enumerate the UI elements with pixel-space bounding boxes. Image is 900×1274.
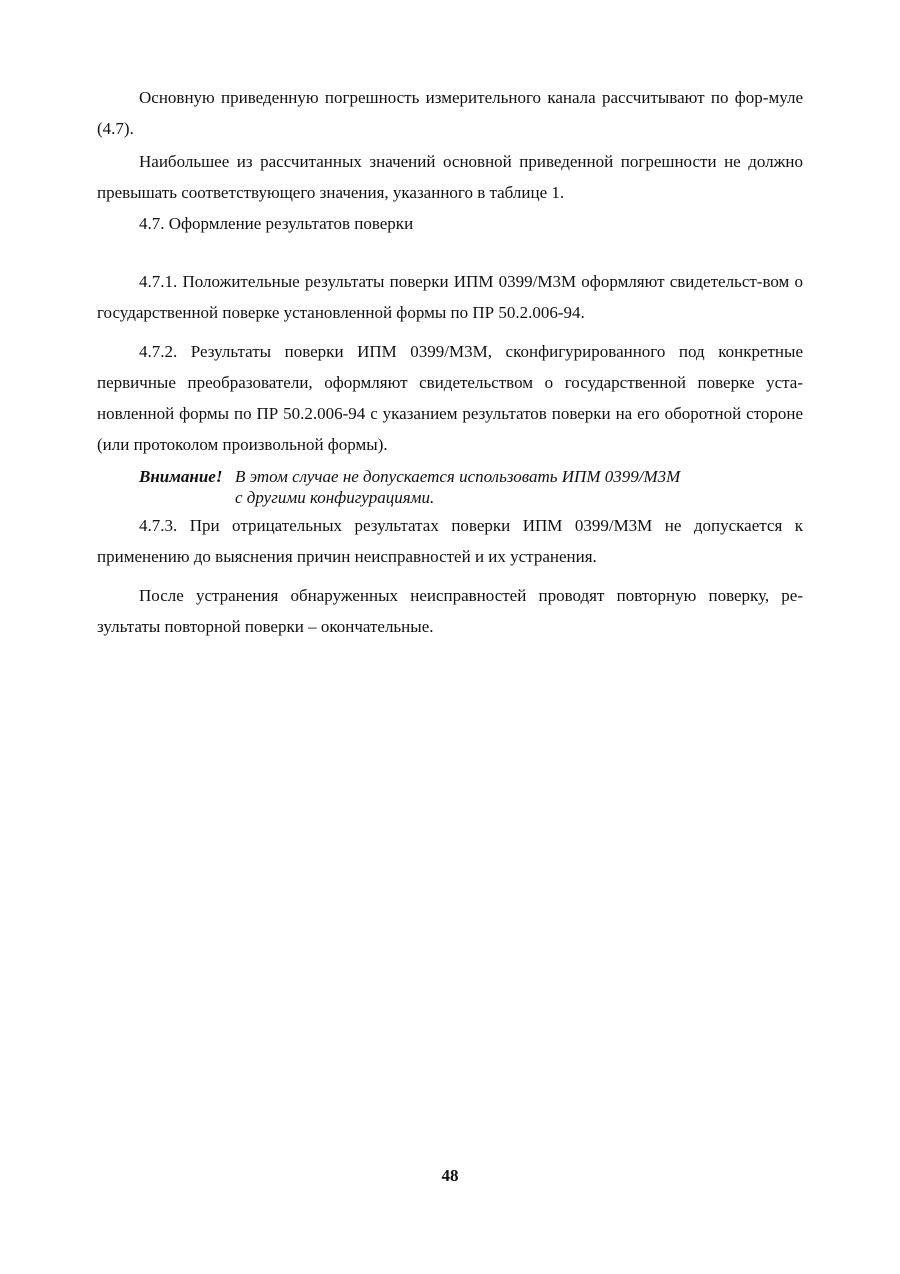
paragraph-final: После устранения обнаруженных неисправностей проводят повторную поверку, ре-зультаты повторной поверки – окончательные. [97,586,803,636]
paragraph-error-formula: Основную приведенную погрешность измерительного канала рассчитывают по фор-муле (4.7). [97,88,803,138]
document-page [97,82,803,642]
section-heading: 4.7. Оформление результатов поверки [139,214,414,233]
paragraph-4-7-2: 4.7.2. Результаты поверки ИПМ 0399/М3М, сконфигурированного под конкретные первичные преобразователи, оформляют свидетельством о государственной поверке уста-новленной формы по ПР 50.2.006-94 с указанием результатов поверки на его оборотной стороне (или протоколом произвольной формы). [97,342,803,454]
warning-text-line-1: В этом случае не допускается использовать ИПМ 0399/М3М [235,467,681,486]
paragraph-max-error: Наибольшее из рассчитанных значений основной приведенной погрешности не должно превышать соответствующего значения, указанного в таблице 1. [97,152,803,202]
page-number: 48 [441,1166,459,1185]
warning-text-line-2: с другими конфигурациями. [235,488,435,507]
paragraph-4-7-3: 4.7.3. При отрицательных результатах поверки ИПМ 0399/М3М не допускается к применению до выяснения причин неисправностей и их устранения. [97,516,803,566]
warning-note [97,466,803,508]
paragraph-4-7-1: 4.7.1. Положительные результаты поверки ИПМ 0399/М3М оформляют свидетельст-вом о государственной поверке установленной формы по ПР 50.2.006-94. [97,272,803,322]
warning-title: Внимание! [139,467,223,486]
